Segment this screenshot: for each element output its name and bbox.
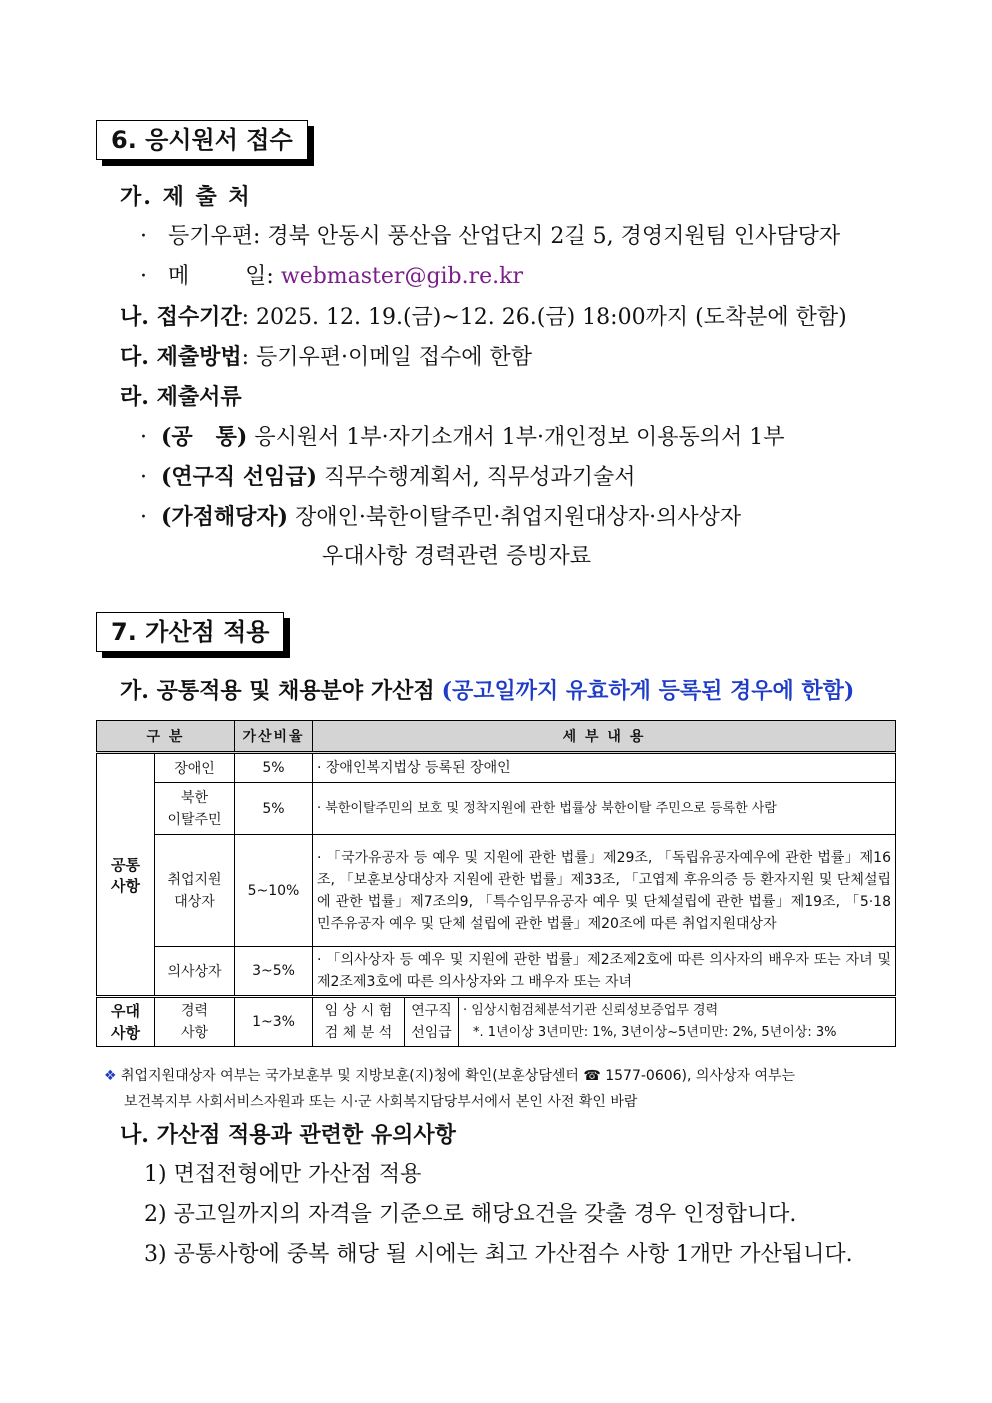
sec6-ga-label: 가. 제 출 처 [120,184,252,210]
row-field: 임 상 시 험 검 체 분 석 [313,997,405,1047]
notice-line-1 [104,1064,795,1088]
row-type: 의사상자 [155,947,235,997]
row-detail [459,997,896,1047]
sec6-da-value: : 등기우편·이메일 접수에 한함 [241,345,533,370]
sec6-na-label: 나. 접수기간 [120,304,242,330]
row-rate: 3~5% [235,947,313,997]
row-rate: 5% [235,753,313,783]
pref-detail-line: *. 1년이상 3년미만: 1%, 3년이상~5년미만: 2%, 5년이상: 3% [473,1025,837,1040]
notice-line-2: 보건복지부 사회서비스자원과 또는 시·군 사회복지담당부서에서 본인 사전 확인 바람 [124,1094,638,1110]
sec6-ga-item-post [140,222,840,252]
bonus-table [96,720,896,1047]
item-value: 장애인·북한이탈주민·취업지원대상자·의사상자 [295,505,742,530]
table-row [97,835,896,947]
sec6-ra-label: 라. 제출서류 [120,384,242,410]
row-detail: · 「국가유공자 등 예우 및 지원에 관한 법률」제29조, 「독립유공자예우에 관한 법률」제16조, 「보훈보상대상자 지원에 관한 법률」제33조, 「고엽제 후유의증 등 환자지원 및 단체설립에 관한 법률」제7조의9, 「특수임무유공자 예우 및 단체설립에 관한 법률」제19조, 「5·18민주유공자 예우 및 단체 설립에 관한 법률」제20조에 따른 취업지원대상자 [313,835,896,947]
sec7-ga-note: (공고일까지 유효하게 등록된 경우에 한함) [441,678,855,704]
table-header: 구 분 [97,721,235,753]
sec6-ga-item-mail [140,262,523,292]
row-rate: 5~10% [235,835,313,947]
section-7-title: 7. 가산점 적용 [96,612,284,652]
sec6-da [120,342,532,373]
row-detail: · 장애인복지법상 등록된 장애인 [313,753,896,783]
row-detail: · 북한이탈주민의 보호 및 정착지원에 관한 법률상 북한이탈 주민으로 등록한 사람 [313,783,896,835]
sec6-da-label: 다. 제출방법 [120,344,242,370]
table-row [97,783,896,835]
section-6-title: 6. 응시원서 접수 [96,120,308,160]
sec7-na-item: 2) 공고일까지의 자격을 기준으로 해당요건을 갖출 경우 인정합니다. [144,1202,797,1227]
table-row [97,997,896,1047]
bullet: · [140,425,147,450]
bullet: · [140,505,147,530]
row-type: 경력 사항 [155,997,235,1047]
table-header: 가산비율 [235,721,313,753]
item-value: 직무수행계획서, 직무성과기술서 [324,465,636,490]
sec7-ga-label: 가. 공통적용 및 채용분야 가산점 [120,678,435,704]
row-rate: 5% [235,783,313,835]
table-header: 세 부 내 용 [313,721,896,753]
diamond-icon: ❖ [104,1068,117,1084]
row-type: 장애인 [155,753,235,783]
sec6-ra-item-common [140,422,785,453]
sec6-ra-item-research [140,462,636,493]
row-type: 북한 이탈주민 [155,783,235,835]
row-grade: 연구직 선임급 [405,997,459,1047]
bullet: · [140,224,147,249]
email-link[interactable]: webmaster@gib.re.kr [280,264,524,289]
sec6-ra-continuation: 우대사항 경력관련 증빙자료 [322,544,592,569]
table-row [97,947,896,997]
row-rate: 1~3% [235,997,313,1047]
item-value: 경북 안동시 풍산읍 산업단지 2길 5, 경영지원팀 인사담당자 [267,224,841,249]
item-key: 메 일: [167,264,274,289]
sec7-ga [120,676,854,707]
group-label: 우대 사항 [97,997,155,1047]
table-row [97,753,896,783]
sec6-na-value: : 2025. 12. 19.(금)~12. 26.(금) 18:00까지 (도착분에 한함) [241,305,847,330]
row-detail: · 「의사상자 등 예우 및 지원에 관한 법률」제2조제2호에 따른 의사자의 배우자 또는 자녀 및 제2조제3호에 따른 의사상자와 그 배우자 또는 자녀 [313,947,896,997]
item-key: 등기우편: [167,224,261,249]
sec7-na-label: 나. 가산점 적용과 관련한 유의사항 [120,1122,456,1148]
sec6-na [120,302,847,333]
notice-text: 취업지원대상자 여부는 국가보훈부 및 지방보훈(지)청에 확인(보훈상담센터 ☎ 1577-0606), 의사상자 여부는 [121,1068,796,1084]
item-key: (가점해당자) [161,504,289,530]
bullet: · [140,465,147,490]
sec7-na-item: 1) 면접전형에만 가산점 적용 [144,1162,422,1187]
pref-detail-line: · 임상시험검체분석기관 신뢰성보증업무 경력 [463,1003,719,1018]
group-label: 공통 사항 [97,753,155,997]
item-key: (연구직 선임급) [161,464,317,490]
row-type: 취업지원 대상자 [155,835,235,947]
sec6-ra-item-bonus [140,502,741,533]
bullet: · [140,264,147,289]
sec7-na-item: 3) 공통사항에 중복 해당 될 시에는 최고 가산점수 사항 1개만 가산됩니다. [144,1242,853,1267]
item-value: 응시원서 1부·자기소개서 1부·개인정보 이용동의서 1부 [254,425,785,450]
item-key: (공 통) [161,424,248,450]
